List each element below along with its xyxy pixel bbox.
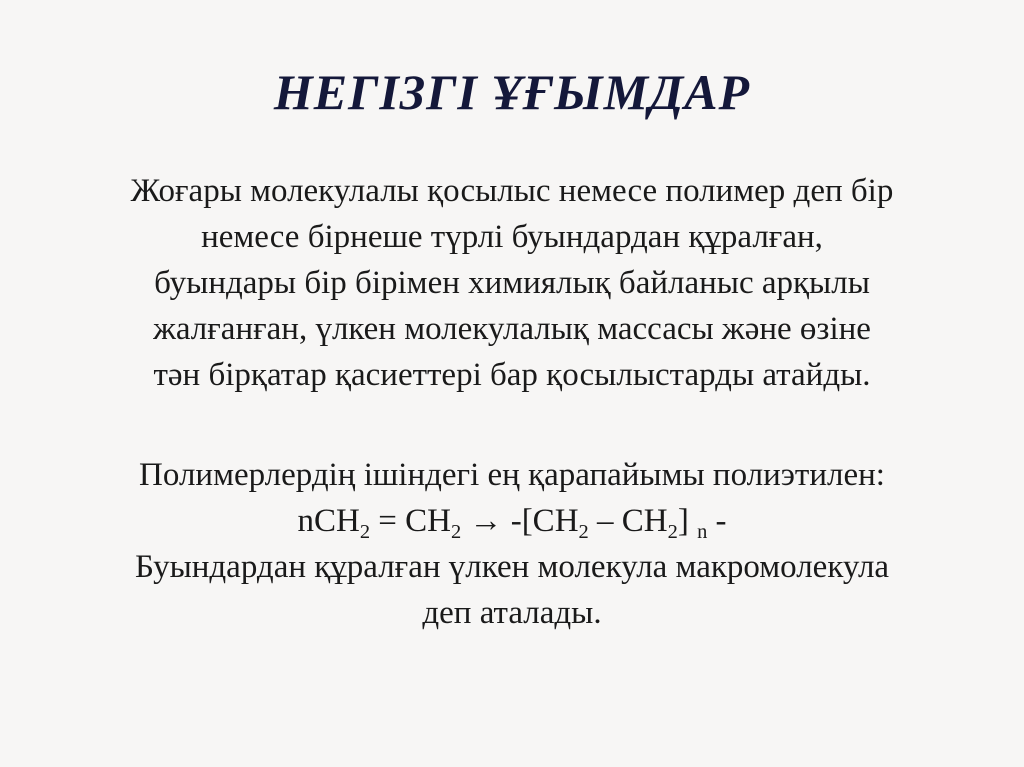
definition-line-2: немесе бірнеше түрлі буындардан құралған,	[201, 219, 823, 255]
formula-sub-4: 2	[667, 521, 678, 544]
definition-paragraph	[20, 168, 1004, 398]
formula-sub-2: 2	[450, 521, 462, 544]
example-intro: Полимерлердің ішіндегі ең қарапайымы полиэтилен:	[139, 457, 885, 493]
polyethylene-formula	[20, 498, 1004, 544]
formula-sub-1: 2	[359, 521, 371, 544]
formula-bracket-close: ]	[677, 503, 698, 539]
definition-line-1: Жоғары молекулалы қосылыс немесе полимер деп бір	[130, 173, 894, 209]
formula-sub-3: 2	[578, 521, 589, 544]
formula-arrow: →	[461, 503, 511, 539]
formula-equals: = CH	[370, 503, 451, 539]
formula-tail: -	[707, 503, 727, 539]
example-paragraph	[20, 452, 1004, 636]
definition-line-4: жалғанған, үлкен молекулалық массасы және өзіне	[153, 311, 871, 347]
conclusion-line-1: Буындардан құралған үлкен молекула макромолекула	[134, 549, 890, 585]
formula-bracket-open: -[CH	[510, 503, 579, 539]
definition-line-5: тән бірқатар қасиеттері бар қосылыстарды атайды.	[153, 357, 871, 393]
conclusion-line-2: деп аталады.	[422, 595, 602, 631]
formula-reactant: nCH	[297, 503, 360, 539]
slide-title: НЕГІЗГІ ҰҒЫМДАР	[273, 64, 751, 120]
formula-sub-n: n	[697, 521, 708, 544]
formula-dash: – CH	[588, 503, 668, 539]
definition-line-3: буындары бір бірімен химиялық байланыс арқылы	[154, 265, 870, 301]
